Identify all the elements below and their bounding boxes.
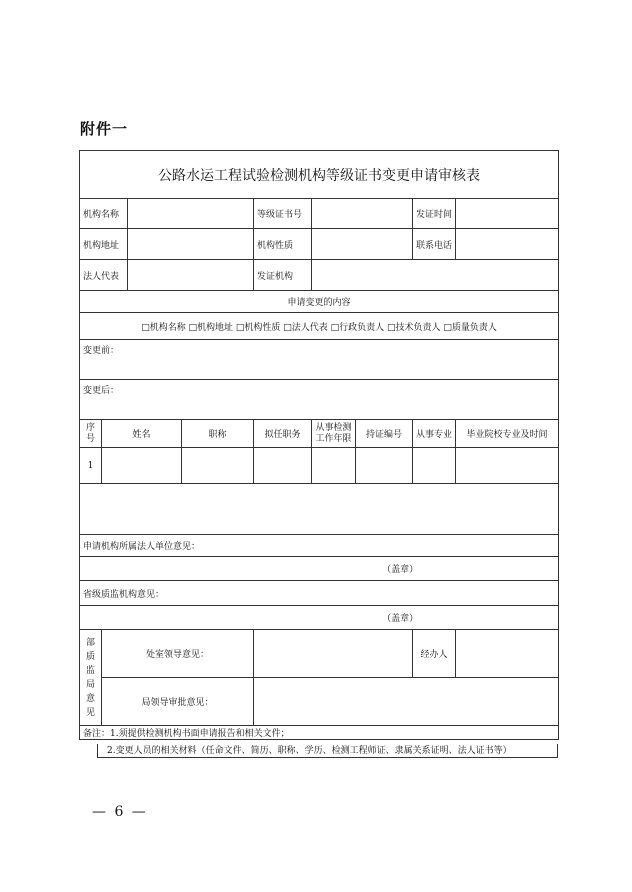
row-seq: 1 (80, 448, 102, 484)
header-name: 姓名 (102, 420, 182, 448)
office-leader-field[interactable] (254, 630, 413, 678)
issuing-org-field[interactable] (312, 260, 559, 291)
org-nature-label: 机构性质 (254, 229, 312, 260)
row-name[interactable] (102, 448, 182, 484)
note-line-2: 2.变更人员的相关材料（任命文件、简历、职称、学历、检测工程师证、隶属关系证明、法人证书等） (97, 744, 558, 758)
handler-label: 经办人 (413, 630, 456, 678)
header-school: 毕业院校专业及时间 (456, 420, 559, 448)
header-major: 从事专业 (413, 420, 456, 448)
row-years[interactable] (312, 448, 356, 484)
header-title: 职称 (182, 420, 254, 448)
cert-no-label: 等级证书号 (254, 199, 312, 229)
header-seq: 序号 (80, 420, 102, 448)
org-address-label: 机构地址 (80, 229, 128, 260)
row-title[interactable] (182, 448, 254, 484)
org-nature-field[interactable] (312, 229, 413, 260)
org-name-field[interactable] (128, 199, 254, 229)
header-years: 从事检测工作年限 (312, 420, 356, 448)
bureau-leader-label: 局领导审批意见： (102, 678, 254, 726)
blank-area[interactable] (80, 484, 559, 535)
bureau-leader-field[interactable] (254, 678, 559, 726)
attachment-label: 附件一 (80, 120, 129, 138)
org-name-label: 机构名称 (80, 199, 128, 229)
change-application-form (79, 150, 559, 740)
table-row (80, 448, 559, 484)
row-cert-no[interactable] (356, 448, 413, 484)
legal-unit-seal: （盖章） (80, 557, 559, 581)
change-content-heading: 申请变更的内容 (80, 291, 559, 313)
cert-no-field[interactable] (312, 199, 413, 229)
handler-field[interactable] (456, 630, 559, 678)
org-address-field[interactable] (128, 229, 254, 260)
change-options[interactable]: □机构名称 □机构地址 □机构性质 □法人代表 □行政负责人 □技术负责人 □质量负责人 (80, 313, 559, 340)
before-change-field[interactable]: 变更前： (80, 340, 559, 380)
legal-unit-opinion-label: 申请机构所属法人单位意见： (80, 535, 559, 557)
ministry-opinion-label: 部质监局意见 (80, 630, 102, 726)
form-title: 公路水运工程试验检测机构等级证书变更申请审核表 (80, 151, 559, 199)
issuing-org-label: 发证机构 (254, 260, 312, 291)
issue-date-field[interactable] (456, 199, 559, 229)
row-school[interactable] (456, 448, 559, 484)
header-position: 拟任职务 (254, 420, 312, 448)
row-position[interactable] (254, 448, 312, 484)
office-leader-label: 处室领导意见： (102, 630, 254, 678)
provincial-seal: （盖章） (80, 606, 559, 630)
provincial-opinion-label: 省级质监机构意见： (80, 581, 559, 606)
phone-field[interactable] (456, 229, 559, 260)
legal-rep-label: 法人代表 (80, 260, 128, 291)
after-change-field[interactable]: 变更后： (80, 380, 559, 420)
issue-date-label: 发证时间 (413, 199, 456, 229)
row-major[interactable] (413, 448, 456, 484)
header-cert-no: 持证编号 (356, 420, 413, 448)
page-number: — 6 — (92, 804, 148, 820)
legal-rep-field[interactable] (128, 260, 254, 291)
phone-label: 联系电话 (413, 229, 456, 260)
note-line-1: 备注：1.须提供检测机构书面申请报告和相关文件； (80, 726, 559, 740)
